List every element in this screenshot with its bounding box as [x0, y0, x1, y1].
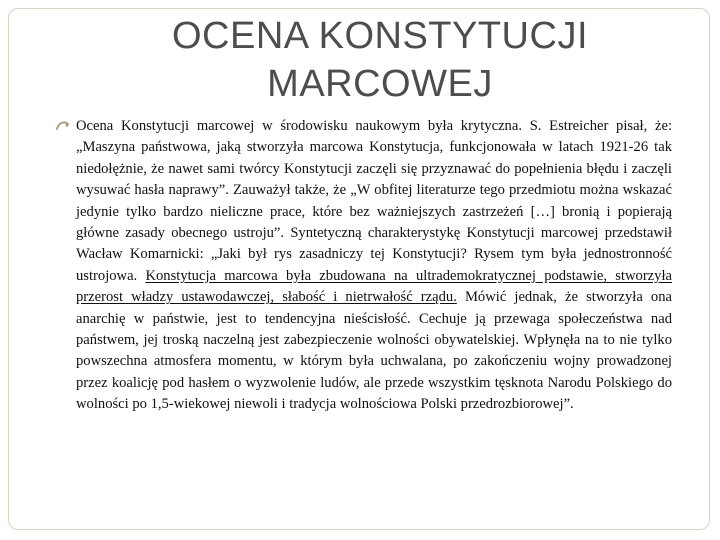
paragraph-text-part-2: Mówić jednak, że stworzyła ona anarchię w państwie, jest to tendencyjna nieścisłość. Cechuje ją przewaga społeczeństwa nad państwem, jej troską naczelną jest zabezpieczenie wolności obywatelskiej. Wpłynęła na to nie tylko powszechna atmosfera momentu, w którym była uchwalana, po zakończeniu wojny prowadzonej przez koalicję pod hasłem o wyzwolenie ludów, ale przede wszystkim tęsknota Narodu Polskiego do wolności po 1,5-wiekowej niewoli i tradycja wolnościowa Polski przedrozbiorowej”. [76, 289, 672, 413]
slide-title [70, 12, 690, 108]
paragraph-underlined-quote: Konstytucja marcowa była zbudowana na ultrademokratycznej podstawie, stworzyła przerost władzy ustawodawczej, słabość i nietrwałość rządu. [76, 267, 672, 306]
slide-title-line-2: MARCOWEJ [267, 63, 493, 105]
curved-arrow-bullet-icon [56, 120, 71, 131]
bullet-paragraph [76, 116, 672, 416]
bullet-item [76, 116, 672, 416]
slide-title-line-1: OCENA KONSTYTUCJI [172, 15, 588, 57]
paragraph-text-part-1: Ocena Konstytucji marcowej w środowisku naukowym była krytyczna. S. Estreicher pisał, że: „Maszyna państwowa, jaką stworzyła marcowa Konstytucja, funkcjonowała w latach 1921-26 tak niedołężnie, że nawet sami twórcy Konstytucji zaczęli się przyznawać do popełnienia błędu i zaczęli wysuwać hasła naprawy”. Zauważył także, że „W obfitej literaturze tego przedmiotu można wskazać jedynie tylko bardzo nieliczne prace, które bez ważniejszych zastrzeżeń […] bronią i popierają główne zasady obecnego ustroju”. Syntetyczną charakterystykę Konstytucji marcowej przedstawił Wacław Komarnicki: „Jaki był rys zasadniczy tej Konstytucji? Rysem tym była jednostronność ustrojowa. [76, 118, 672, 284]
